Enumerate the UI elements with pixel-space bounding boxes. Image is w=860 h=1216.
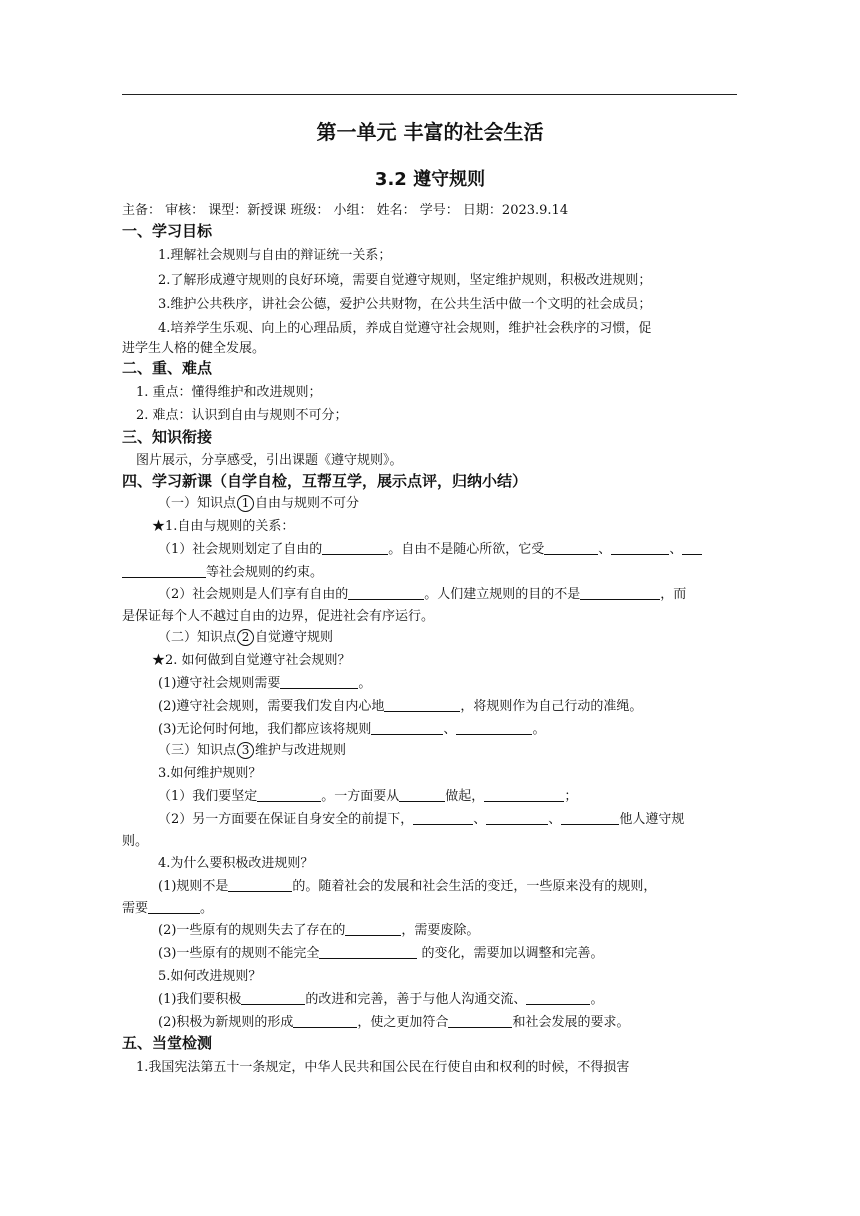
text: 。 [200, 901, 214, 916]
text: 。自由不是随心所欲，它受 [388, 542, 545, 557]
section-heading-objectives: 一、学习目标 [122, 222, 213, 240]
text: 、 [443, 722, 457, 737]
knowledge-point-2 [158, 628, 778, 648]
connection-text: 图片展示，分享感受，引出课题《遵守规则》。 [136, 453, 403, 468]
text: (2)遵守社会规则，需要我们发自内心地 [158, 699, 385, 714]
text: (3)无论何时何地，我们都应该将规则 [158, 722, 372, 737]
text: 、 [598, 542, 612, 557]
text: 。一方面要从 [321, 789, 400, 804]
blank[interactable] [456, 720, 532, 735]
kp-title: 自由与规则不可分 [255, 496, 360, 511]
question-4-3 [158, 944, 778, 964]
kp-title: 自觉遵守规则 [255, 630, 334, 645]
section-heading-new-lesson: 四、学习新课（自学自检，互帮互学，展示点评，归纳小结） [122, 472, 528, 490]
blank[interactable] [348, 585, 424, 600]
kp-label: （一）知识点 [158, 496, 237, 511]
question-3-2 [158, 810, 778, 830]
knowledge-point-1 [158, 494, 778, 514]
question-5-1 [158, 990, 778, 1010]
text: （2）社会规则是人们享有自由的 [158, 587, 349, 602]
blank[interactable] [384, 697, 460, 712]
blank[interactable] [293, 1013, 357, 1028]
text: 等社会规则的约束。 [206, 565, 324, 580]
question-3-2-cont: 则。 [122, 834, 149, 849]
text: (2)积极为新规则的形成 [158, 1015, 294, 1030]
text: (3)一些原有的规则不能完全 [158, 946, 320, 961]
section-heading-key-points: 二、重、难点 [122, 359, 213, 377]
circled-number: 3 [237, 742, 254, 759]
goal-4-cont: 进学生人格的健全发展。 [122, 341, 266, 356]
question-2-2 [158, 697, 778, 717]
text: 。 [358, 676, 372, 691]
blank[interactable] [122, 563, 206, 578]
question-4-2 [158, 921, 778, 941]
question-2-3 [158, 720, 778, 740]
blank[interactable] [280, 674, 358, 689]
question-5-heading: 5.如何改进规则？ [158, 969, 262, 984]
text: ； [564, 789, 578, 804]
goal-3: 3.维护公共秩序，讲社会公德，爱护公共财物，在公共生活中做一个文明的社会成员； [158, 297, 652, 312]
text: 。 [532, 722, 546, 737]
text: 的变化，需要加以调整和完善。 [417, 946, 604, 961]
goal-4: 4.培养学生乐观、向上的心理品质，养成自觉遵守社会规则，维护社会秩序的习惯，促 [158, 321, 652, 336]
lesson-title: 3.2 遵守规则 [374, 169, 486, 190]
blank[interactable] [486, 810, 548, 825]
text: 、 [473, 812, 487, 827]
question-1-2-cont: 是保证每个人不越过自由的边界，促进社会有序运行。 [122, 609, 435, 624]
blank[interactable] [399, 787, 445, 802]
header-rule [122, 94, 737, 95]
text: (1)遵守社会规则需要 [158, 676, 281, 691]
blank[interactable] [580, 585, 660, 600]
blank[interactable] [241, 990, 305, 1005]
text: 的。随着社会的发展和社会生活的变迁，一些原来没有的规则， [292, 879, 657, 894]
question-3-1 [158, 787, 778, 807]
text: (1)我们要积极 [158, 992, 242, 1007]
difficult-point: 2. 难点：认识到自由与规则不可分； [136, 408, 348, 423]
unit-title: 第一单元 丰富的社会生活 [316, 120, 544, 144]
text: ，而 [660, 587, 687, 602]
question-1-1-cont [122, 563, 742, 583]
text: 和社会发展的要求。 [512, 1015, 630, 1030]
question-4-1 [158, 877, 778, 897]
question-4-heading: 4.为什么要积极改进规则？ [158, 856, 314, 871]
text: 的改进和完善，善于与他人沟通交流、 [305, 992, 527, 1007]
kp-label: （三）知识点 [158, 743, 237, 758]
blank[interactable] [322, 540, 388, 555]
blank[interactable] [371, 720, 443, 735]
blank[interactable] [413, 810, 473, 825]
blank[interactable] [484, 787, 564, 802]
text: ，需要废除。 [401, 923, 480, 938]
blank[interactable] [319, 944, 417, 959]
text: (2)一些原有的规则失去了存在的 [158, 923, 346, 938]
blank[interactable] [682, 540, 702, 555]
blank[interactable] [544, 540, 598, 555]
question-1-1 [158, 540, 778, 560]
question-4-1-cont [122, 899, 742, 919]
blank[interactable] [526, 990, 590, 1005]
text: 、 [548, 812, 562, 827]
kp-title: 维护与改进规则 [255, 743, 347, 758]
blank[interactable] [611, 540, 669, 555]
text: 他人遵守规 [619, 812, 685, 827]
kp-label: （二）知识点 [158, 630, 237, 645]
text: ，将规则作为自己行动的准绳。 [460, 699, 643, 714]
goal-1: 1.理解社会规则与自由的辩证统一关系； [158, 248, 392, 263]
blank[interactable] [345, 921, 401, 936]
star-question-2: ★2. 如何做到自觉遵守社会规则？ [152, 653, 351, 668]
section-heading-check: 五、当堂检测 [122, 1034, 213, 1052]
text: （1）我们要坚定 [158, 789, 258, 804]
text: 做起， [445, 789, 485, 804]
circled-number: 1 [237, 495, 254, 512]
circled-number: 2 [237, 629, 254, 646]
section-heading-connection: 三、知识衔接 [122, 428, 213, 446]
blank[interactable] [257, 787, 321, 802]
text: （1）社会规则划定了自由的 [158, 542, 323, 557]
text: ，使之更加符合 [357, 1015, 449, 1030]
text: （2）另一方面要在保证自身安全的前提下， [158, 812, 414, 827]
goal-2: 2.了解形成遵守规则的良好环境，需要自觉遵守规则，坚定维护规则，积极改进规则； [158, 273, 652, 288]
check-question-1: 1.我国宪法第五十一条规定，中华人民共和国公民在行使自由和权利的时候，不得损害 [136, 1060, 630, 1075]
text: 。 [590, 992, 604, 1007]
blank[interactable] [561, 810, 619, 825]
text: (1)规则不是 [158, 879, 229, 894]
question-1-2 [158, 585, 778, 605]
question-5-2 [158, 1013, 778, 1033]
meta-line: 主备： 审核： 课型：新授课 班级： 小组： 姓名： 学号： 日期：2023.9.14 [122, 203, 569, 218]
key-point: 1. 重点：懂得维护和改进规则； [136, 385, 322, 400]
blank[interactable] [148, 899, 200, 914]
question-3-heading: 3.如何维护规则？ [158, 766, 262, 781]
star-question-1: ★1.自由与规则的关系： [152, 519, 295, 534]
text: 、 [669, 542, 683, 557]
text: 需要 [122, 901, 149, 916]
text: 。人们建立规则的目的不是 [424, 587, 581, 602]
knowledge-point-3 [158, 741, 778, 761]
blank[interactable] [228, 877, 292, 892]
question-2-1 [158, 674, 778, 694]
blank[interactable] [448, 1013, 512, 1028]
